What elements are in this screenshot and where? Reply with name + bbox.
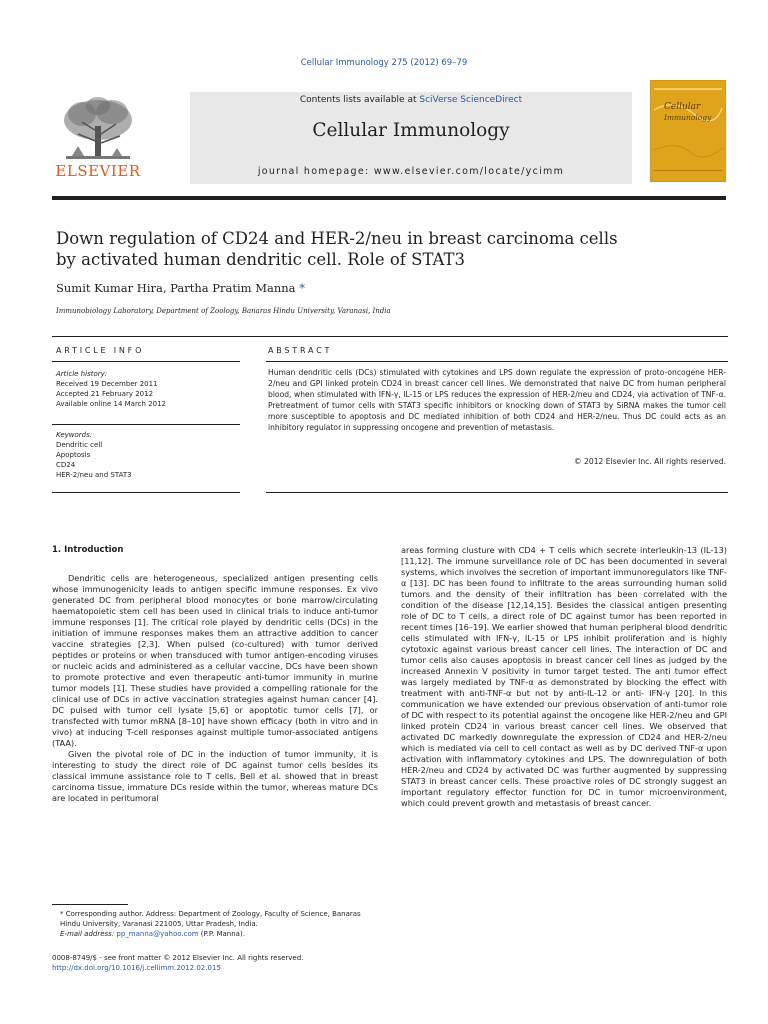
journal-citation[interactable]: Cellular Immunology 275 (2012) 69–79 <box>300 58 468 68</box>
email-line <box>52 929 378 939</box>
corresponding-author-note: * Corresponding author. Address: Department of Zoology, Faculty of Science, Banaras Hindu University, Varanasi 221005, Uttar Pradesh, India. <box>60 910 361 928</box>
header-rule <box>52 196 726 200</box>
body-column-left <box>52 573 378 804</box>
article-title-line2: by activated human dendritic cell. Role of STAT3 <box>56 250 466 269</box>
email-label: E-mail address: <box>60 930 117 938</box>
journal-cover-image <box>650 80 726 182</box>
email-link[interactable]: pp_manna@yahoo.com <box>116 930 199 938</box>
sciencedirect-link[interactable]: SciVerse ScienceDirect <box>419 95 523 105</box>
authors-names: Sumit Kumar Hira, Partha Pratim Manna <box>56 281 296 295</box>
body-paragraph: Given the pivotal role of DC in the induction of tumor immunity, it is interesting to study the direct role of DC against tumor cells besides its classical immune assistance role to T cells. Bell et al. showed that in breast carcinoma tissue, immature DCs reside within the tumor, whereas mature DCs are located in peritumoral <box>52 749 378 803</box>
keywords <box>56 430 236 480</box>
author-list <box>56 281 305 295</box>
email-suffix: (P.P. Manna). <box>198 930 245 938</box>
section-heading-introduction: 1. Introduction <box>52 545 124 555</box>
doi-link[interactable]: http://dx.doi.org/10.1016/j.cellimm.2012.02.015 <box>52 964 221 972</box>
article-title-line1: Down regulation of CD24 and HER-2/neu in breast carcinoma cells <box>56 229 618 248</box>
keywords-label: Keywords: <box>56 431 93 439</box>
divider <box>266 492 728 493</box>
body-paragraph: areas forming clusture with CD4 + T cells which secrete interleukin-13 (IL-13) [11,12]. The immune surveillance role of DC has been documented in several systems, which involves the secretion of important immunoregulators like TNF-α [13]. DC has been found to infiltrate to the areas surrounding human solid tumors and the density of their infiltration has been correlated with the condition of the disease [12,14,15]. Besides the classical antigen presenting role of DC to T cells, a direct role of DC against tumor has been reported in recent times [16–19]. We earlier showed that human peripheral blood dendritic cells stimulated with IFN-γ, IL-15 or LPS inhibit proliferation and is highly cytotoxic against various breast cancer cell lines. The interaction of DC and tumor cells also causes apoptosis in breast cancer cell lines as judged by the increased Annexin V positivity in tumor target tested. The anti tumor effect was largely mediated by TNF-α as demonstrated by blocking the effect with treatment with anti-TNF-α but not by anti-IL-12 or anti- IFN-γ [20]. In this communication we have extended our previous observation of anti-tumor role of DC with respect to its potential against the oncogene like HER-2/neu and GPI linked protein CD24 in various breast cancer cell lines. We observed that activated DC markedly downregulate the expression of CD24 and HER-2/neu which is mediated via cell to cell contact as well as by DC derived TNF-α upon activation with inflammatory cytokines and LPS. The downregulation of both HER-2/neu and CD24 by activated DC was further augmented by suppressing STAT3 in breast cancer cells. These proactive roles of DC strongly suggest an important regulatory effector function for DC in tumor microenvironment, which could prevent growth and metastasis of breast cancer. <box>401 545 727 808</box>
affiliation: Immunobiology Laboratory, Department of Zoology, Banaras Hindu University, Varanasi, India <box>56 307 391 315</box>
article-info-heading: ARTICLE INFO <box>56 346 145 355</box>
journal-name: Cellular Immunology <box>312 120 510 141</box>
body-column-right <box>401 545 727 809</box>
cover-title-line2: Immunology <box>664 113 712 122</box>
keyword-item: Dendritic cell <box>56 441 103 449</box>
history-label: Article history: <box>56 370 108 378</box>
article-title <box>56 228 676 270</box>
elsevier-logo <box>52 92 144 184</box>
footnote <box>52 909 378 939</box>
abstract-copyright: © 2012 Elsevier Inc. All rights reserved. <box>574 457 726 466</box>
homepage-link[interactable]: www.elsevier.com/locate/ycimm <box>373 166 565 177</box>
divider <box>266 361 728 362</box>
elsevier-wordmark: ELSEVIER <box>55 162 141 180</box>
body-paragraph: Dendritic cells are heterogeneous, specialized antigen presenting cells whose immunogenicity leads to antigen specific immune responses. Ex vivo generated DC from peripheral blood monocytes or bone marrow/circulating haematopoietic stem cell has been used in clinical trials to induce anti-tumor immune responses [1]. The critical role played by dendritic cells (DCs) in the initiation of immune responses makes them an attractive addition to cancer vaccine strategies [2,3]. When pulsed (co-cultured) with tumor derived peptides or proteins or when transduced with tumor antigen-encoding viruses or nucleic acids and administered as a cellular vaccine, DCs have been shown to promote protective and even therapeutic anti-tumor immunity in murine tumor models [1]. These studies have provided a compelling rationale for the clinical use of DCs in active vaccination strategies against human cancer [4]. DC pulsed with tumor cell lysate [5,6] or apoptotic tumor cells [7], or transfected with tumor mRNA [8–10] have shown efficacy (both in vitro and in vivo) at inducing T-cell responses against multiple tumor-associated antigens (TAA). <box>52 573 378 748</box>
divider <box>52 492 240 493</box>
divider <box>52 424 240 425</box>
keyword-item: HER-2/neu and STAT3 <box>56 471 132 479</box>
divider <box>52 336 728 337</box>
divider <box>52 361 240 362</box>
history-accepted: Accepted 21 February 2012 <box>56 390 154 398</box>
abstract-heading: ABSTRACT <box>268 346 333 355</box>
footnote-rule <box>52 904 128 905</box>
abstract-text: Human dendritic cells (DCs) stimulated with cytokines and LPS down regulate the expression of proto-oncogene HER-2/neu and GPI linked protein CD24 in breast cancer cell lines. We demonstrated that naive DC from human peripheral blood, when stimulated with IFN-γ, IL-15 or LPS reduces the expression of HER-2/neu and CD24, via activation of TNF-α. Pretreatment of tumor cells with STAT3 specific inhibitors or knocking down of STAT3 by SiRNA makes the tumor cell more susceptible to apoptosis and DC mediated inhibition of both CD24 and HER-2/neu. Thus DC could acts as an inhibitory regulator in suppressing oncogene and prevention of metastasis. <box>268 368 726 432</box>
cover-title-line1: Cellular <box>664 102 701 112</box>
front-matter <box>52 953 303 973</box>
article-history <box>56 369 236 409</box>
history-received: Received 19 December 2011 <box>56 380 158 388</box>
keyword-item: Apoptosis <box>56 451 91 459</box>
homepage-prefix: journal homepage: <box>257 166 374 177</box>
journal-homepage-line <box>190 166 632 177</box>
history-online: Available online 14 March 2012 <box>56 400 166 408</box>
contents-prefix: Contents lists available at <box>299 95 420 105</box>
keyword-item: CD24 <box>56 461 76 469</box>
corresponding-author-mark[interactable]: * <box>299 281 305 295</box>
issn-line: 0008-8749/$ - see front matter © 2012 Elsevier Inc. All rights reserved. <box>52 954 304 962</box>
contents-line <box>190 95 632 105</box>
